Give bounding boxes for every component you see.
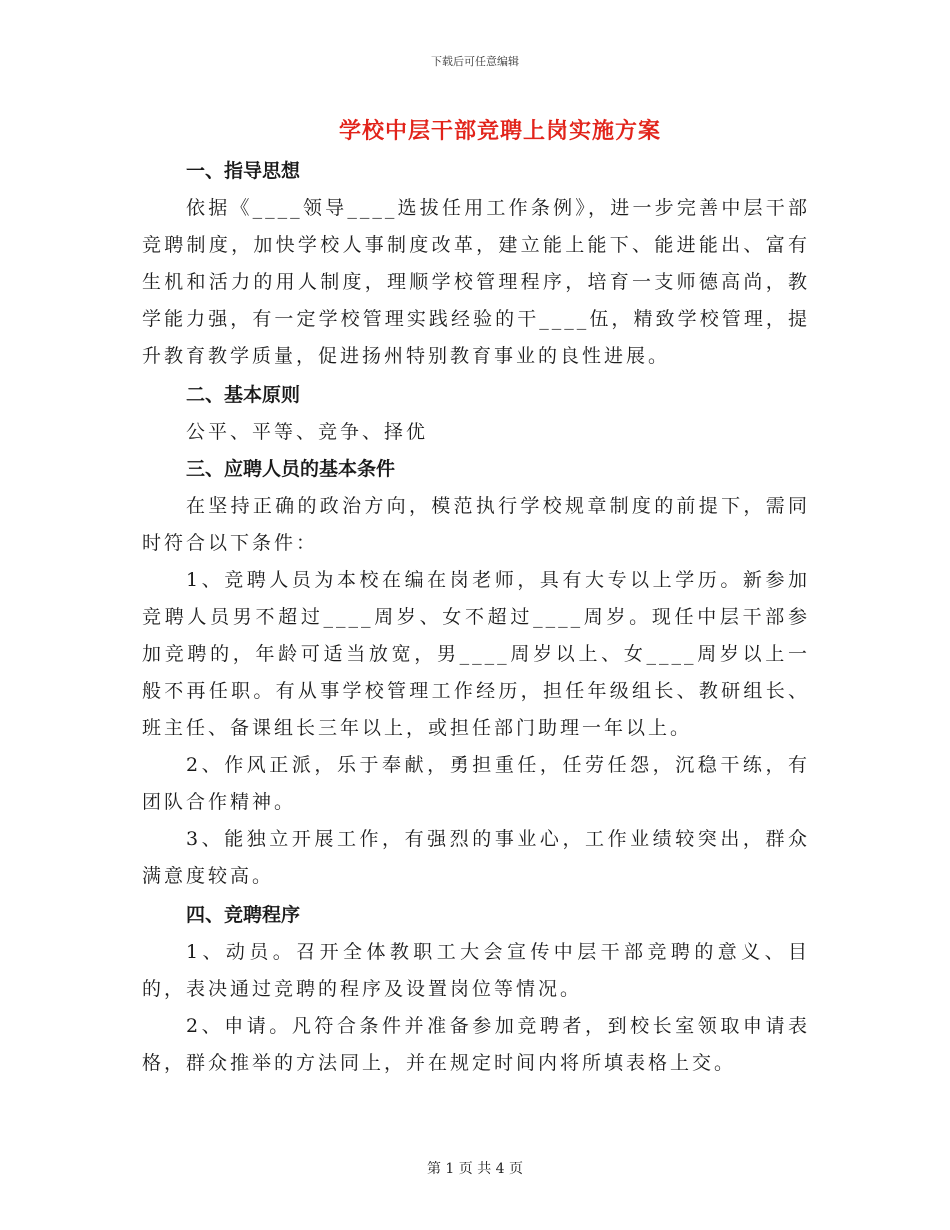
list-item-procedure-2: 2、申请。凡符合条件并准备参加竞聘者，到校长室领取申请表格，群众推举的方法同上，并在规定时间内将所填表格上交。	[142, 1015, 810, 1074]
document-body	[142, 153, 810, 1082]
paragraph-guiding-ideology: 依据《____领导____选拔任用工作条例》，进一步完善中层干部竞聘制度，加快学校人事制度改革，建立能上能下、能进能出、富有生机和活力的用人制度，理顺学校管理程序，培育一支师德高尚，教学能力强，有一定学校管理实践经验的干____伍，精致学校管理，提升教育教学质量，促进扬州特别教育事业的良性进展。	[142, 197, 810, 367]
document-title: 学校中层干部竞聘上岗实施方案	[338, 119, 661, 144]
list-item-condition-3: 3、能独立开展工作，有强烈的事业心，工作业绩较突出，群众满意度较高。	[142, 828, 810, 887]
list-item-procedure-1: 1、动员。召开全体教职工大会宣传中层干部竞聘的意义、目的，表决通过竞聘的程序及设置岗位等情况。	[142, 941, 810, 1000]
section-heading-conditions: 三、应聘人员的基本条件	[186, 458, 396, 480]
section-heading-guiding-ideology: 一、指导思想	[186, 160, 301, 182]
section-heading-basic-principles: 二、基本原则	[186, 384, 301, 406]
header-note: 下载后可任意编辑	[431, 55, 519, 68]
paragraph-basic-principles: 公平、平等、竞争、择优	[186, 421, 429, 443]
list-item-condition-2: 2、作风正派，乐于奉献，勇担重任，任劳任怨，沉稳干练，有团队合作精神。	[142, 754, 810, 813]
section-heading-procedure: 四、竞聘程序	[186, 904, 301, 926]
list-item-condition-1: 1、竞聘人员为本校在编在岗老师，具有大专以上学历。新参加竞聘人员男不超过____周岁、女不超过____周岁。现任中层干部参加竞聘的，年龄可适当放宽，男____周岁以上、女____周岁以上一般不再任职。有从事学校管理工作经历，担任年级组长、教研组长、班主任、备课组长三年以上，或担任部门助理一年以上。	[142, 569, 810, 739]
paragraph-conditions-intro: 在坚持正确的政治方向，模范执行学校规章制度的前提下，需同时符合以下条件：	[142, 495, 810, 554]
page-footer: 第 1 页 共 4 页	[426, 1161, 524, 1177]
